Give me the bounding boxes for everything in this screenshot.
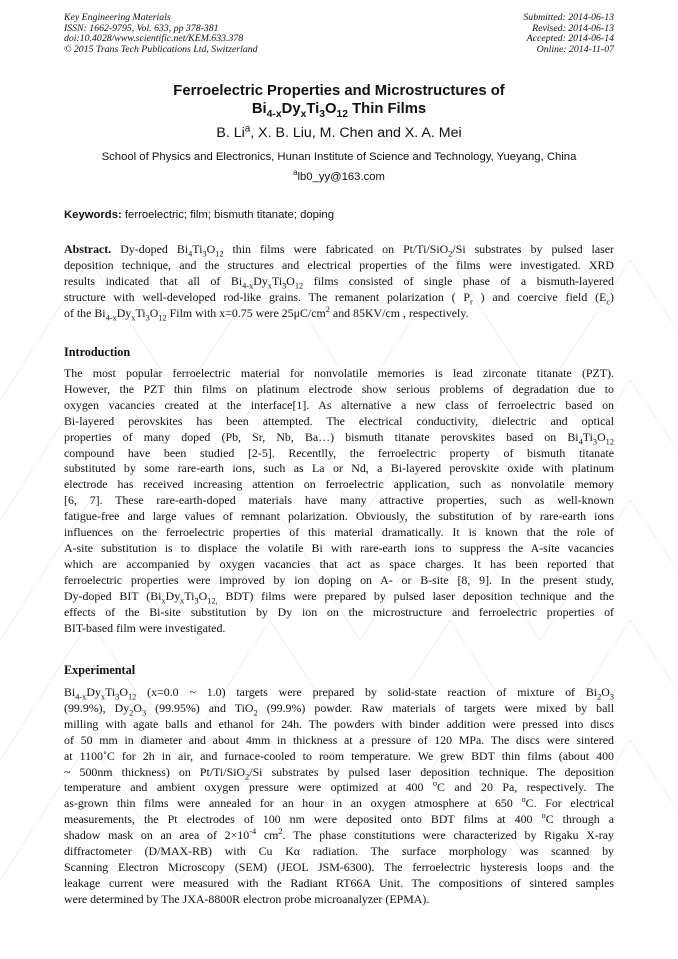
text-line: diffractometer (D/MAX-RB) with Cu Kα radiation. The surface morphology was scanned by (64, 844, 614, 859)
text-line: properties of many doped (Pb, Sr, Nb, Ba…) bismuth titanate perovskites based on $Bi_4Ti_3O_{12}$ (64, 429, 614, 446)
text-line: measurements, the Pt electrodes of 100 nm were deposited onto BDT films at 400 $^o$C through a (64, 811, 614, 827)
submitted-date: Submitted: 2014-06-13 (523, 12, 614, 23)
text-line: influences on the ferroelectric properties of this material dramatically. It is known that the role of (64, 525, 614, 540)
title-line-2: $Bi_{4-x}Dy_xTi_3O_{12}$ Thin Films (251, 101, 427, 120)
text-line: $Bi_{4-x}Dy_xTi_3O_{12}$ (x=0.0 ~ 1.0) targets were prepared by solid-state reaction of mixture of $Bi_2O_3$ (64, 685, 614, 702)
keywords-text: ferroelectric; film; bismuth titanate; doping (121, 209, 334, 221)
text-line: (99.9%), $Dy_2O_3$ (99.95%) and TiO$_2$ (99.9%) powder. Raw materials of targets were mixed by ball (64, 700, 614, 718)
affiliation: School of Physics and Electronics, Hunan Institute of Science and Technology, Yueyang, China (101, 151, 577, 163)
text-line: oxygen vacancies created at the interface[1]. As alternative a new class of ferroelectric based on (64, 397, 614, 412)
author-list: B. Li$^a$, X. B. Liu, M. Chen and X. A. Mei (216, 123, 462, 141)
author-email: $^a$lb0_yy@163.com (293, 168, 385, 183)
revised-date: Revised: 2014-06-13 (532, 22, 614, 34)
text-line: milling with agate balls and ethanol for 24h. The powders with binder addition were pressed into discs (64, 716, 614, 731)
text-line: electrode has received increasing attention on ferroelectric application, such as nonvolatile memory (64, 477, 614, 492)
text-line: at 1100˚C for 2h in air, and furnace-cooled to room temperature. We grew BDT thin films (about 400 (64, 748, 614, 763)
text-line: structure with well-developed rod-like grains. The remanent polarization ( $P_r$ ) and coercive field $(E_c)$ (64, 289, 615, 307)
introduction-body (64, 366, 614, 636)
experimental-body (64, 685, 614, 908)
text-line: were determined by The JXA-8800R electron probe microanalyzer (EPMA). (64, 891, 430, 906)
abstract (64, 242, 614, 322)
text-line: leakage current were measured with the Radiant RT66A Unit. The compositions of sintered samples (64, 875, 614, 890)
text-line: as-grown thin films were annealed for an hour in an oxygen atmosphere at 650 $^o$C. For electrical (64, 795, 614, 811)
text-line: deposition technique, and the structures and electrical properties of the films were investigated. XRD (64, 257, 614, 272)
text-line: The most popular ferroelectric material for nonvolatile memories is lead zirconate titanate (PZT). (64, 366, 614, 380)
text-line: [6, 7]. These rare-earth-doped materials have many attractive properties, such as well-known (64, 493, 614, 508)
text-line: of 50 mm in diameter and about 4mm in thickness at a pressure of 120 MPa. The discs were sintered (64, 732, 614, 747)
introduction-heading: Introduction (64, 345, 131, 359)
text-line: temperature and ambient oxygen pressure were optimized at 400 $^o$C and 20 Pa, respectively. The (64, 779, 614, 795)
journal-info-left (64, 13, 258, 55)
paper-title (40, 82, 638, 118)
doi-line: doi:10.4028/www.scientific.net/KEM.633.378 (64, 33, 244, 45)
online-date: Online: 2014-11-07 (536, 43, 614, 55)
copyright-line: © 2015 Trans Tech Publications Ltd, Switzerland (64, 43, 258, 55)
text-line: However, the PZT thin films on platinum electrode show serious problems of degradation due to (64, 381, 614, 396)
experimental-heading: Experimental (64, 663, 136, 677)
text-line: ~ 500nm thickness) on Pt/Ti/SiO$_2$/Si substrates by pulsed laser deposition technique. The deposition (64, 764, 614, 781)
journal-name: Key Engineering Materials (64, 12, 171, 23)
text-line: A-site substitution is to displace the volatile Bi with rare-earth ions to suppress the A-site vacancies (64, 540, 614, 555)
title-line-1: Ferroelectric Properties and Microstructures of (173, 83, 505, 99)
text-line: compound have been studied [2-5]. Recentlly, the ferroelectric property of bismuth titanate (64, 445, 614, 460)
text-line: results indicated that all of $Bi_{4-x}Dy_xTi_3O_{12}$ films consisted of single phase of a bismuth-layered (64, 273, 614, 291)
text-line: shadow mask on an area of $2\times 10^{-4}$ $cm^2$. The phase constitutions were characterized by Rigaku X-ray (64, 827, 614, 843)
text-line: Dy-doped BIT ($Bi_xDy_xTi_3O_{12,}$ BDT) films were prepared by pulsed laser deposition technique and the (64, 588, 614, 606)
text-line: of the $Bi_{4-x}Dy_xTi_3O_{12}$ Film with x=0.75 were $25\mu C/cm^2$ and 85KV/cm , respectively. (64, 304, 469, 322)
keywords-label: Keywords: (64, 209, 122, 221)
text-line: fatigue-free and large values of remnant polarization. Obviously, the substitution of by rare-earth ions (64, 509, 614, 524)
text-line: ferroelectric properties were improved by ion doping on A- or B-site [8, 9]. In the present study, (64, 572, 614, 587)
text-line: Bi-layered perovskites has been attempted. The electrical conductivity, dielectric and optical (64, 413, 614, 428)
text-line: effects of the Bi-site substitution by Dy ion on the microstructure and ferroelectric properties of (64, 604, 614, 619)
text-line: BIT-based film were investigated. (64, 620, 226, 635)
accepted-date: Accepted: 2014-06-14 (526, 33, 614, 45)
text-line: Abstract. Dy-doped $Bi_4Ti_3O_{12}$ thin films were fabricated on Pt/Ti/SiO$_2$/Si substrates by pulsed laser (64, 242, 614, 259)
journal-dates-right (523, 13, 614, 55)
text-line: Scanning Electron Microscopy (SEM) (JEOL JSM-6300). The ferroelectric hysteresis loops and the (64, 859, 614, 874)
text-line: which are accompanied by oxygen vacancies that act as space charges. It has been reported that (64, 556, 614, 571)
keywords (64, 208, 614, 222)
text-line: substituted by some rare-earth ions, such as La or Nd, a Bi-layered perovskite oxide with platinum (64, 461, 614, 476)
issn-line: ISSN: 1662-9795, Vol. 633, pp 378-381 (64, 22, 219, 34)
